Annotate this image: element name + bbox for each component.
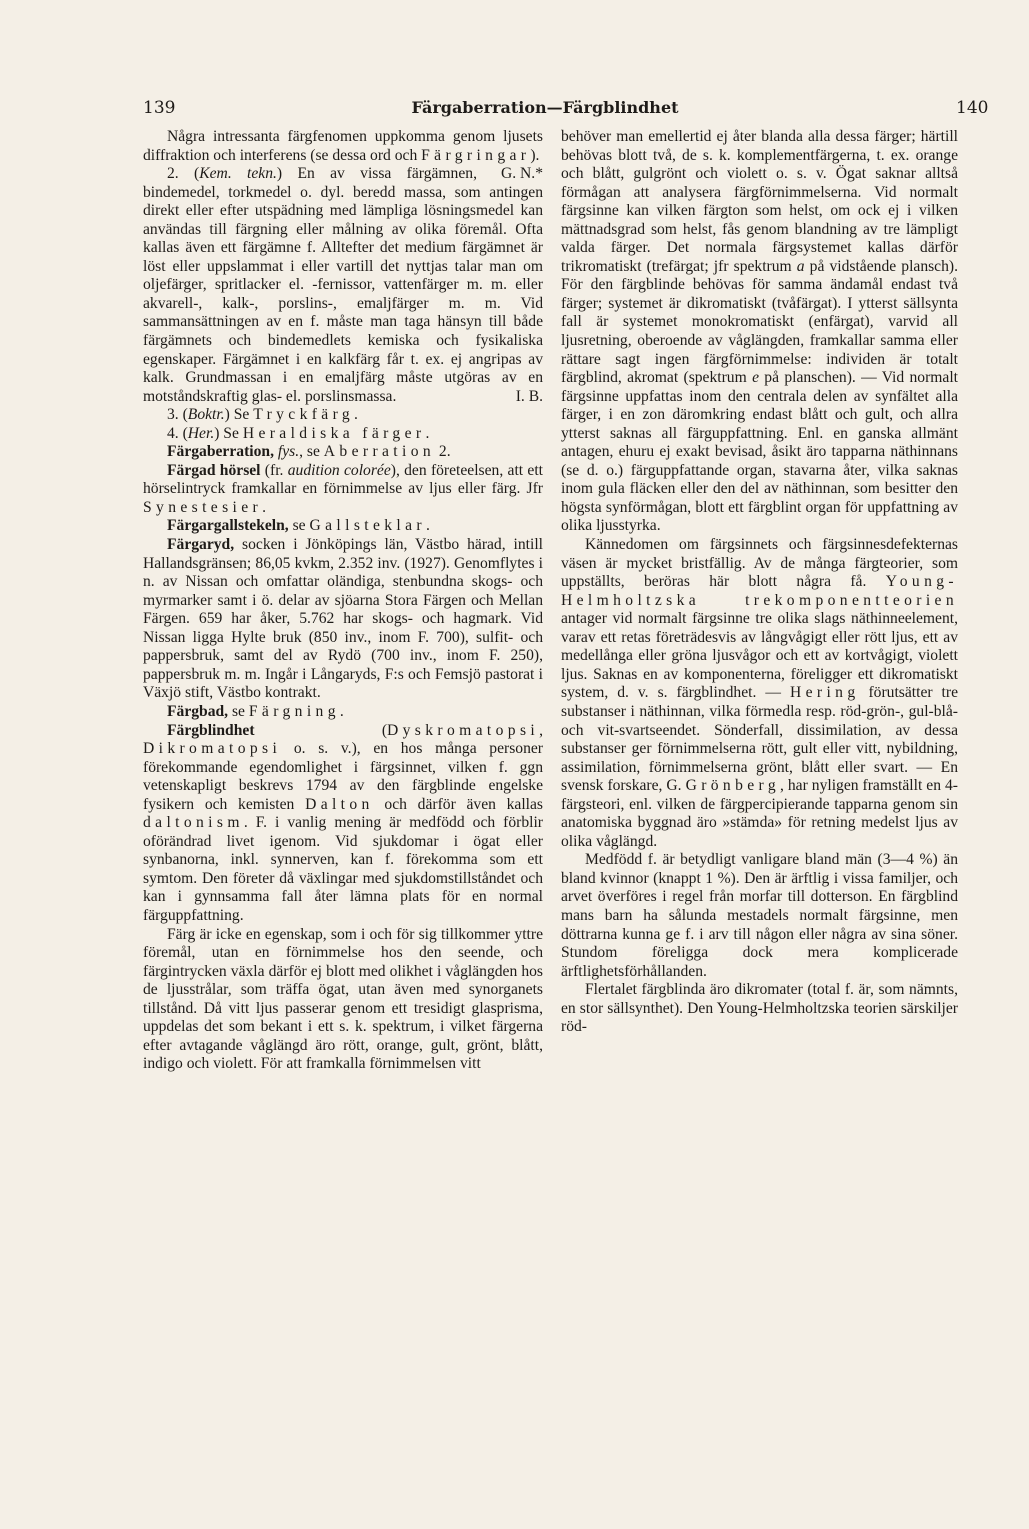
entry: Färgbad, se Färgning. [167, 702, 344, 720]
entry-headword: Färgblindhet [167, 721, 255, 739]
cross-reference: Young-Helmholtzska trekomponentteorien [561, 573, 958, 609]
cross-reference: Aberration [323, 443, 436, 461]
cross-reference: Dikromatopsi [143, 740, 282, 758]
page-number-left: 139 [143, 98, 176, 118]
paragraph: Kännedomen om färgsinnets och färgsinnesdefekternas väsen är mycket bristfällig. Av de många färgteorier, som uppställts, beröras här blott några få. Young-Helmholtzska trekomponentteorien antager vid normalt färgsinne tre olika slags näthinneelement, varav ett retas företrädesvis av långvågigt eller rött ljus, ett av medellånga eller gröna ljusvågor och ett av kortvågigt, violett ljus. Saknas en av komponenterna, föreligger ett dikromatiskt system, d. v. s. färgblindhet. — Hering förutsätter tre substanser i näthinnan, vilka förmedla resp. röd-grön-, gul-blå- och vit-svartseendet. Sönderfall, dissimilation, av dessa substanser ger förnimmelserna rött, gult eller vitt, nybildning, assimilation, förnimmelserna grönt, blått eller svart. — En svensk forskare, G. Grönberg, har nyligen framställt en 4-färgsteori, enl. vilken de färgpercipierande tapparna genom sin anatomiska byggnad äro »stämda» för retning medelst ljus av olika våglängd. [561, 536, 959, 850]
cross-reference: Dalton [305, 795, 374, 813]
entry: Färgblindhet (Dyskromatopsi, Dikromatopsi o. s. v.), en hos många personer förekommande egendomlighet i färgsinnet, vilken f. ggn vetenskapligt beskrevs 1794 av den färgblinde engelske fysikern och kemisten Dalton och därför även kallas daltonism. F. i vanlig mening är medfödd och förblir oförändrad livet igenom. Vid sjukdomar i ögat eller synbanorna, inkl. synnerven, kan f. förekomma som ett symtom. Den företer då växlingar med sjukdomstillståndet och kan i gynnsamma fall åter lämna plats för en normal färguppfattning. [143, 721, 543, 924]
paragraph: 3. (Boktr.) Se Tryckfärg. [167, 406, 358, 424]
cross-reference: Gallsteklar [309, 517, 426, 535]
paragraph: Några intressanta färgfenomen uppkomma genom ljusets diffraktion och interferens (se dessa ord och Färgringar). G. N.* [143, 128, 543, 183]
paragraph: 4. (Her.) Se Heraldiska färger. [167, 424, 430, 442]
entry-headword: Färgargallstekeln, [167, 517, 289, 535]
paragraph: Flertalet färgblinda äro dikromater (total f. är, som nämnts, en stor sällsynthet). Den Young-Helmholtzska teorien särskiljer röd- [561, 981, 958, 1036]
cross-reference: Synestesier [143, 498, 263, 516]
paragraph: behöver man emellertid ej åter blanda alla dessa färger; härtill behövas blott två, de s. k. komplementfärgerna, t. ex. orange och blått, gulgrönt och violett o. s. v. Ögat saknar alltså förmågan att analysera färgförnimmelserna. Vid normalt färgsinne kan vilken färgton som helst, om ock ej i vilken mättnadsgrad som helst, fås genom blandning av tre lämpligt valda färger. Det normala färgsystemet kallas därför trikromatiskt (trefärgat; jfr spektrum a på vidstående plansch). För den färgblinde behövas för samma ändamål endast två färger; systemet är dikromatiskt (tvåfärgat). I ytterst sällsynta fall är systemet monokromatiskt (enfärgat), varvid all ljusretning, oberoende av våglängden, framkallar samma eller rättare sagt ingen färgförnimmelse: individen är totalt färgblind, akromat (spektrum e på planschen). — Vid normalt färgsinne uppfattas inom den centrala delen av synfältet alla färger, i en zon däromkring endast blått och gult, och allra ytterst saknas all färguppfattning. Enl. en ganska allmänt antagen, ehuru ej exakt bevisad, åsikt äro tapparna näthinnans (se d. o.) färguppfattande organ, stavarna åter, vilka saknas inom gula fläcken eller den del av näthinnan, som besitter den högsta synförmågan, blott ett färgblint organ för uppfattning av olika ljusstyrka. [561, 128, 959, 535]
paragraph: Färg är icke en egenskap, som i och för sig tillkommer yttre föremål, utan en förnimmelse hos den seende, och färgintrycken växla därför ej blott med olikhet i våglängden hos de ljusstrålar, som träffa ögat, utan även med synorganets tillstånd. Då vitt ljus passerar genom ett tresidigt glasprisma, uppdelas det som bekant i ett s. k. spektrum, i vilket färgerna efter avtagande våglängd äro rött, orange, gult, grönt, blått, indigo och violett. För att framkalla förnimmelsen vitt [143, 925, 543, 1073]
cross-reference: Färgning [248, 702, 340, 720]
author-signature: I. B. [515, 387, 543, 405]
cross-reference: Grönberg [685, 777, 780, 795]
left-column [143, 128, 543, 1074]
page-number-right: 140 [956, 98, 989, 118]
cross-reference: Heraldiska färger [242, 424, 426, 442]
entry: Färgargallstekeln, se Gallsteklar. [167, 517, 430, 535]
entry-headword: Färgaberration, [167, 443, 274, 461]
entry: Färgaberration, fys., se Aberration 2. [167, 443, 451, 461]
paragraph: 2. (Kem. tekn.) En av vissa färgämnen, bindemedel, torkmedel o. dyl. beredd massa, som antingen direkt eller efter utspädning med lämpliga lösningsmedel kan användas till färgning eller målning av olika föremål. Ofta kallas även ett färgämne f. Alltefter det medium färgämnet är löst eller uppslammat i eller vartill det nyttjas talar man om oljefärger, spritlacker el. -fernissor, vattenfärger m. m. eller akvarell-, kalk-, porslins-, emaljfärger m. m. Vid sammansättningen av en f. måste man taga hänsyn till både färgämnets och bindemedlets kemiska och fysikaliska egenskaper. Färgämnet i en kalkfärg får t. ex. ej angripas av kalk. Grundmassan i en emaljfärg måste utgöras av en motståndskraftig glas- el. porslinsmassa. I. B. [143, 165, 543, 405]
cross-reference: Hering [789, 684, 860, 702]
entry-headword: Färgad hörsel [167, 461, 261, 479]
running-head: Färgaberration—Färgblindhet [411, 98, 679, 117]
right-column [561, 128, 958, 1037]
entry-headword: Färgbad, [167, 702, 229, 720]
cross-reference: daltonism [143, 814, 244, 832]
entry: Färgad hörsel (fr. audition colorée), den företeelsen, att ett hörselintryck framkallar en förnimmelse av ljus eller färg. Jfr Synestesier. [143, 461, 543, 516]
cross-reference: Tryckfärg [253, 406, 355, 424]
cross-reference: Färgringar [421, 146, 531, 164]
cross-reference: Dyskromatopsi [387, 721, 540, 739]
paragraph: Medfödd f. är betydligt vanligare bland män (3—4 %) än bland kvinnor (knappt 1 %). Den är ärftlig i vissa familjer, och arvet överföres i regel från morfar till dotterson. En färgblind mans barn ha sålunda mestadels normalt färgsinne, men döttrarna kunna ge f. i arv till någon eller några av sina söner. Stundom föreligga dock mera komplicerade ärftlighetsförhållanden. [561, 851, 958, 980]
author-signature: G. N.* [500, 165, 543, 183]
entry: Färgaryd, socken i Jönköpings län, Västbo härad, intill Hallandsgränsen; 86,05 kvkm, 2.352 inv. (1927). Genomflytes i n. av Nissan och omfattar oländiga, stenbundna skogs- och myrmarker samt i ö. delar av sjöarna Stora Färgen och Mellan Färgen. 659 har åker, 5.762 har skogs- och hagmark. Vid Nissan ligga Hylte bruk (850 inv., inom F. 700), sulfit- och pappersbruk, samt del av Rydö (700 inv., inom F. 250), pappersbruk m. m. Ingår i Långaryds, F:s och Femsjö pastorat i Växjö stift, Västbo kontrakt. [143, 536, 543, 702]
entry-headword: Färgaryd, [167, 536, 235, 554]
